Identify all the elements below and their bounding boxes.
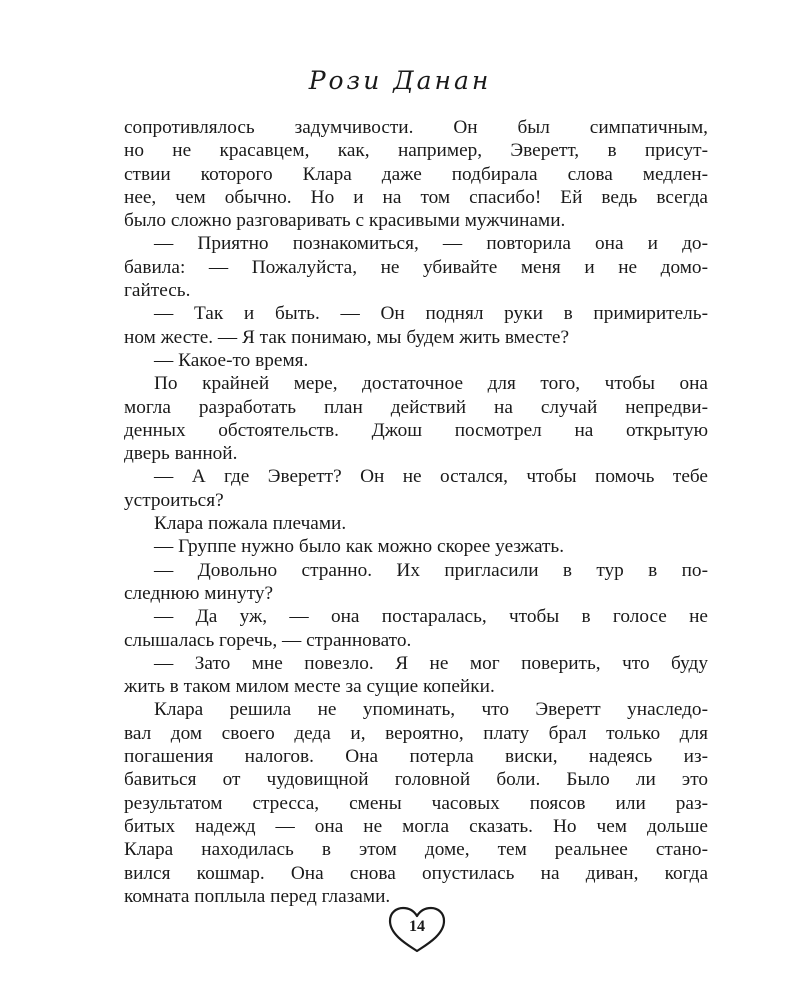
text-line: бавила: — Пожалуйста, не убивайте меня и не домо-: [124, 256, 708, 278]
text-line: битых надежд — она не могла сказать. Но чем дольше: [124, 815, 708, 837]
running-header: Рози Данан: [308, 66, 492, 95]
text-line: следнюю минуту?: [124, 582, 274, 604]
text-line: — Группе нужно было как можно скорее уезжать.: [154, 536, 565, 558]
text-line: ном жесте. — Я так понимаю, мы будем жить вместе?: [124, 326, 570, 348]
text-line: вился кошмар. Она снова опустилась на диван, когда: [124, 862, 708, 884]
text-line: денных обстоятельств. Джош посмотрел на открытую: [124, 419, 708, 441]
text-line: дверь ванной.: [124, 443, 238, 465]
text-line: — Так и быть. — Он поднял руки в примиритель-: [154, 303, 708, 325]
text-line: вал дом своего деда и, вероятно, плату брал только для: [124, 722, 708, 744]
text-line: было сложно разговаривать с красивыми мужчинами.: [124, 210, 566, 232]
text-line: — Довольно странно. Их пригласили в тур в по-: [154, 559, 708, 581]
text-line: — Зато мне повезло. Я не мог поверить, что буду: [154, 652, 708, 674]
text-line: ствии которого Клара даже подбирала слова медлен-: [124, 163, 708, 185]
text-line: результатом стресса, смены часовых поясов или раз-: [124, 792, 708, 814]
text-line: Клара решила не упоминать, что Эверетт унаследо-: [154, 699, 708, 721]
text-line: Клара находилась в этом доме, тем реальнее стано-: [124, 839, 708, 861]
text-line: — Какое-то время.: [154, 349, 309, 371]
text-line: комната поплыла перед глазами.: [124, 885, 391, 907]
text-line: нее, чем обычно. Но и на том спасибо! Ей ведь всегда: [124, 186, 708, 208]
text-line: — А где Эверетт? Он не остался, чтобы помочь тебе: [154, 466, 708, 488]
text-line: но не красавцем, как, например, Эверетт, в присут-: [124, 140, 708, 162]
text-line: погашения налогов. Она потерла виски, надеясь из-: [124, 746, 708, 768]
text-line: устроиться?: [124, 489, 224, 511]
text-line: — Да уж, — она постаралась, чтобы в голосе не: [154, 606, 708, 628]
page-body-text: [124, 116, 708, 908]
text-line: гайтесь.: [124, 280, 191, 302]
page-number-badge: [386, 905, 448, 955]
page-number: 14: [409, 918, 425, 935]
text-line: Клара пожала плечами.: [154, 513, 347, 535]
text-line: могла разработать план действий на случай непредви-: [124, 396, 708, 418]
text-line: — Приятно познакомиться, — повторила она и до-: [154, 233, 708, 255]
text-line: слышалась горечь, — странновато.: [124, 629, 412, 651]
text-line: сопротивлялось задумчивости. Он был симпатичным,: [124, 117, 708, 138]
text-line: бавиться от чудовищной головной боли. Было ли это: [124, 769, 708, 791]
text-line: жить в таком милом месте за сущие копейки.: [124, 676, 495, 698]
text-line: По крайней мере, достаточное для того, чтобы она: [154, 373, 708, 395]
